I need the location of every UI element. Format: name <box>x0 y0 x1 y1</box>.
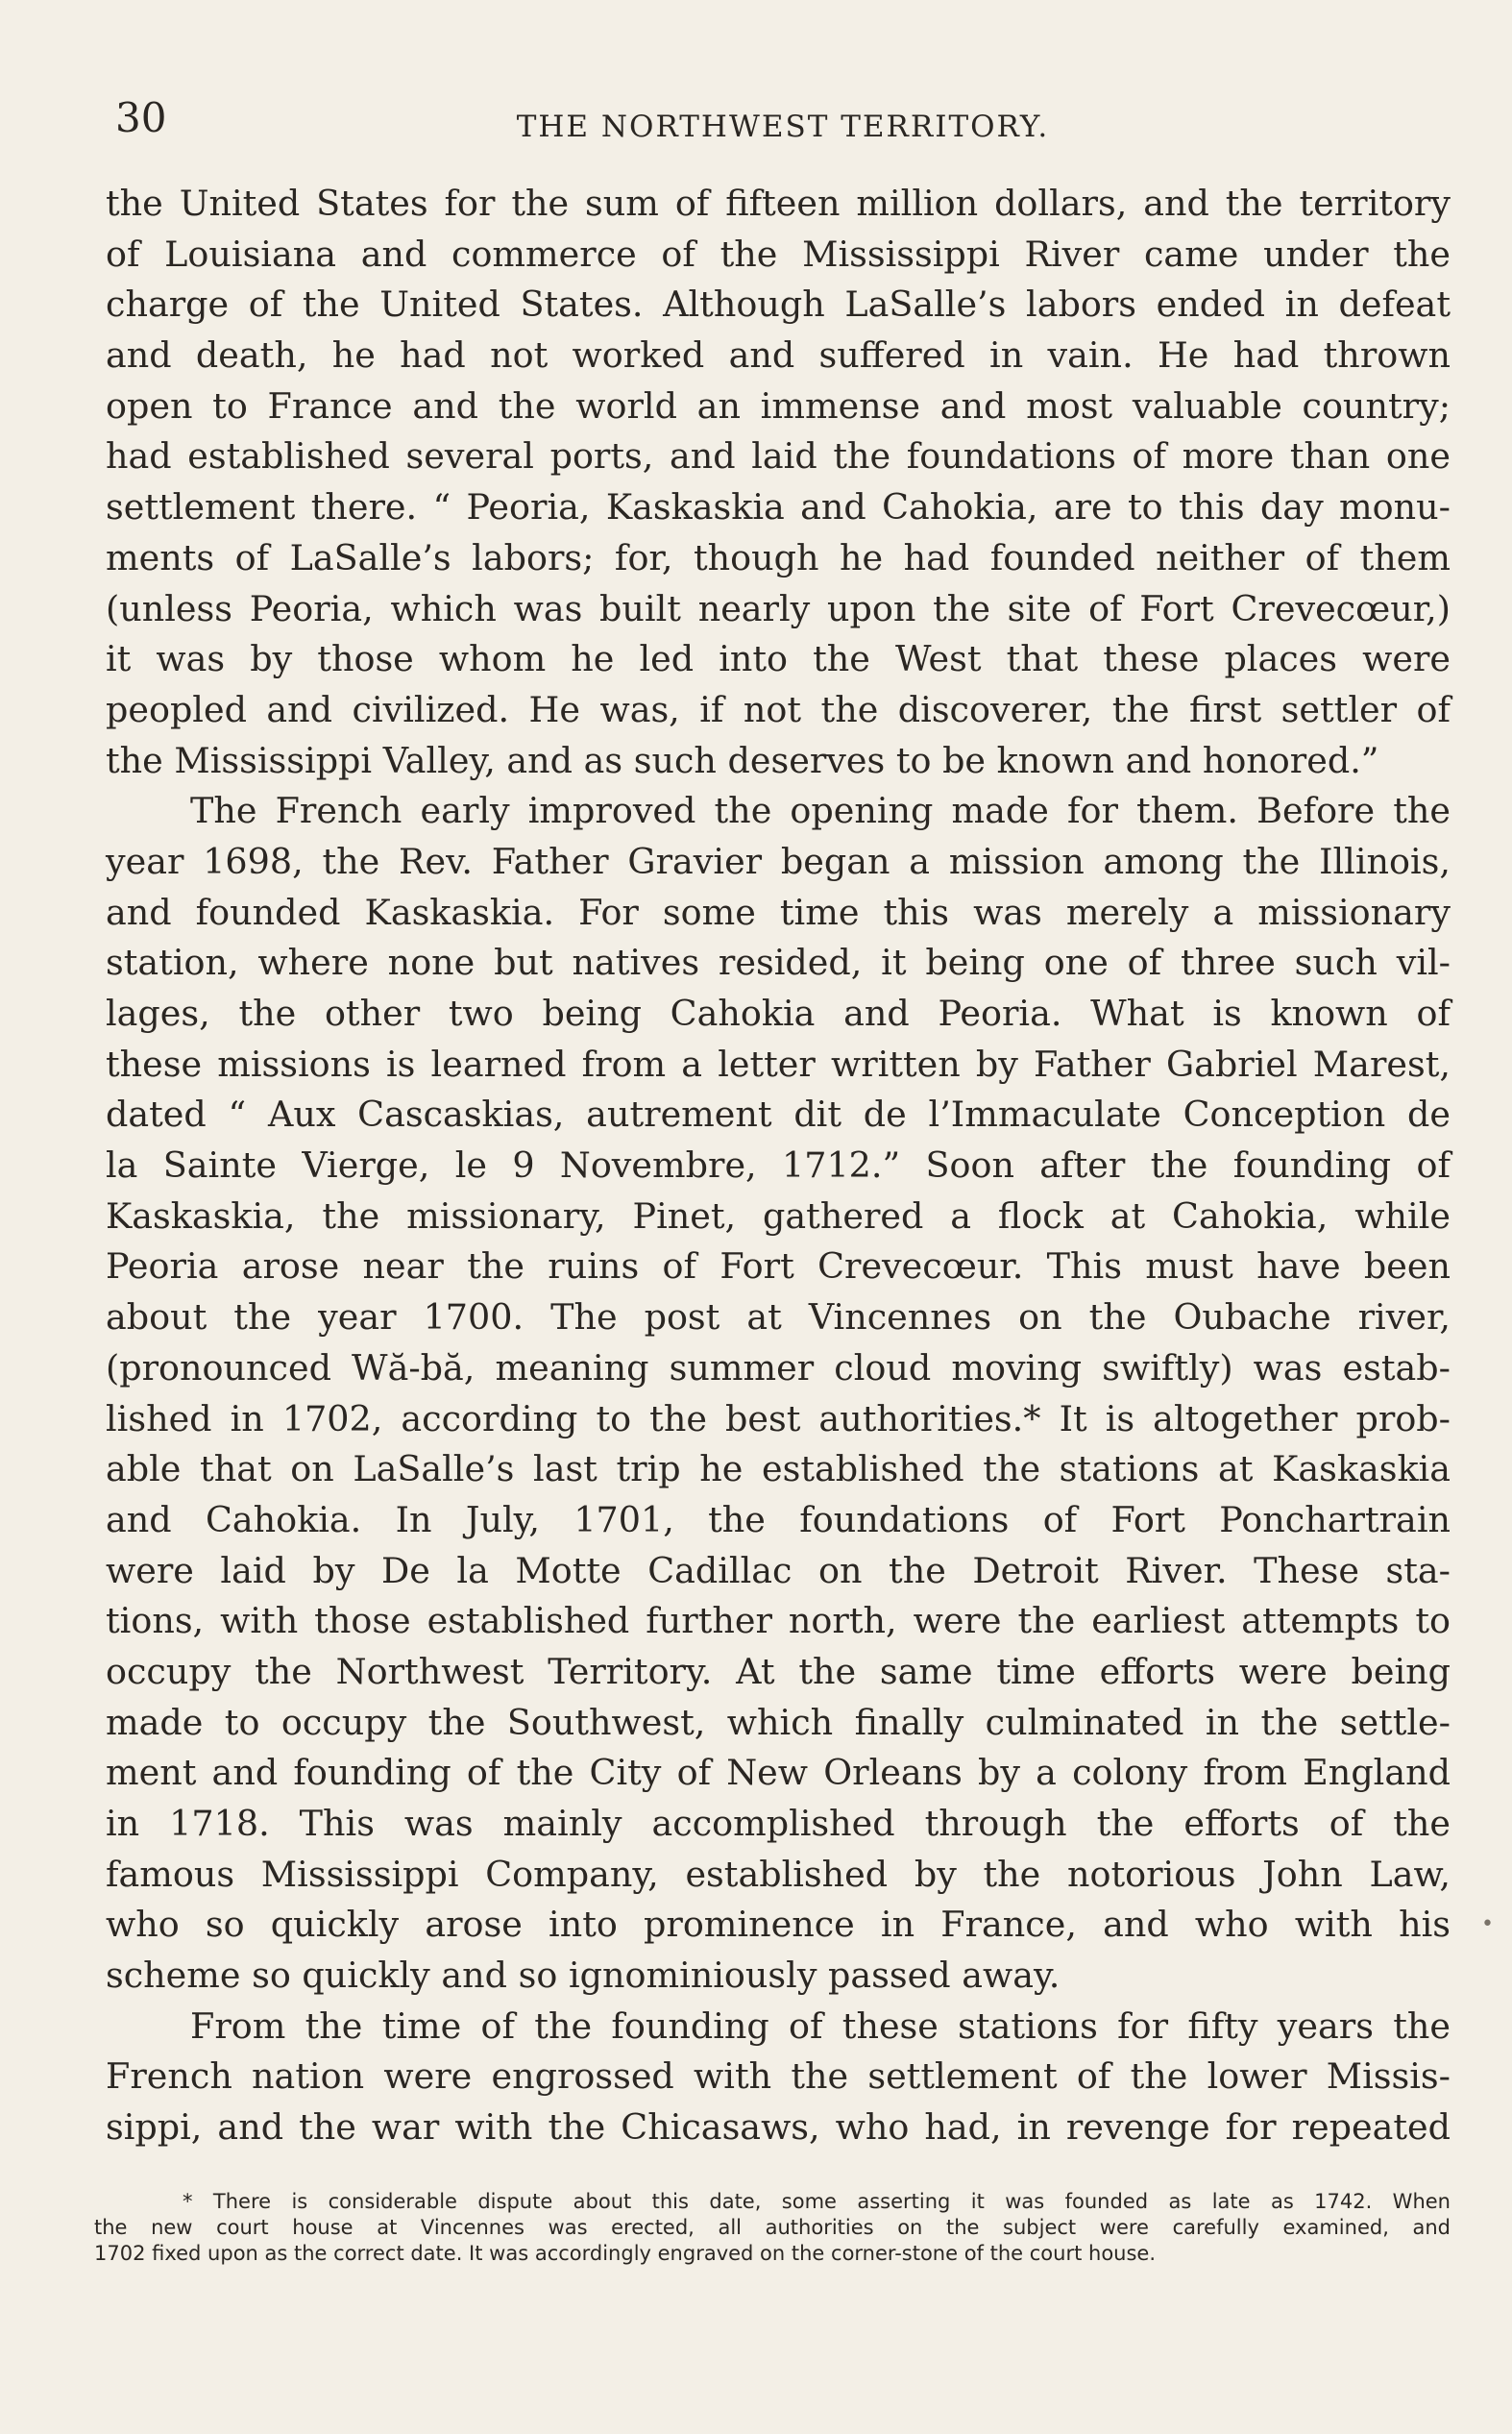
text-line: who so quickly arose into prominence in France, and who with his <box>106 1904 1451 1946</box>
paragraph-start-line: The French early improved the opening made for them. Before the <box>190 790 1451 832</box>
text-line: about the year 1700. The post at Vincennes on the Oubache river, <box>106 1296 1451 1339</box>
footnote-line: the new court house at Vincennes was erected, all authorities on the subject were carefully examined, and <box>94 2216 1451 2239</box>
text-line: lished in 1702, according to the best authorities.* It is altogether prob- <box>106 1397 1451 1439</box>
text-line: the Mississippi Valley, and as such deserves to be known and honored.” <box>106 739 1379 781</box>
text-line: peopled and civilized. He was, if not the discoverer, the first settler of <box>106 688 1451 730</box>
text-line: famous Mississippi Company, established by the notorious John Law, <box>106 1853 1451 1895</box>
footnote <box>94 2189 1451 2267</box>
text-line: open to France and the world an immense and most valuable country; <box>106 384 1451 427</box>
text-line: and founded Kaskaskia. For some time this was merely a missionary <box>106 891 1451 933</box>
text-line: Peoria arose near the ruins of Fort Crevecœur. This must have been <box>106 1245 1451 1288</box>
text-line: scheme so quickly and so ignominiously passed away. <box>106 1955 1061 1997</box>
text-line: Kaskaskia, the missionary, Pinet, gathered a flock at Cahokia, while <box>106 1194 1451 1237</box>
text-line: of Louisiana and commerce of the Mississippi River came under the <box>106 233 1451 275</box>
text-line: were laid by De la Motte Cadillac on the Detroit River. These sta- <box>106 1549 1451 1591</box>
text-line: and Cahokia. In July, 1701, the foundations of Fort Ponchartrain <box>106 1498 1451 1540</box>
text-line: lages, the other two being Cahokia and Peoria. What is known of <box>106 993 1451 1034</box>
text-line: in 1718. This was mainly accomplished through the efforts of the <box>106 1803 1451 1844</box>
text-line: (unless Peoria, which was built nearly upon the site of Fort Crevecœur,) <box>106 587 1451 629</box>
text-line: (pronounced Wă-bă, meaning summer cloud moving swiftly) was estab- <box>106 1346 1451 1389</box>
text-line: made to occupy the Southwest, which finally culminated in the settle- <box>106 1701 1451 1743</box>
text-line: able that on LaSalle’s last trip he established the stations at Kaskaskia <box>106 1448 1451 1490</box>
text-line: had established several ports, and laid the foundations of more than one <box>106 435 1451 478</box>
text-line: settlement there. “ Peoria, Kaskaskia and Cahokia, are to this day monu- <box>106 486 1451 529</box>
running-head: THE NORTHWEST TERRITORY. <box>516 110 1050 144</box>
text-line: it was by those whom he led into the West that these places were <box>106 638 1451 680</box>
text-line: dated “ Aux Cascaskias, autrement dit de l’Immaculate Conception de <box>106 1094 1451 1136</box>
text-line: the United States for the sum of fifteen million dollars, and the territory <box>106 183 1451 224</box>
text-line: sippi, and the war with the Chicasaws, who had, in revenge for repeated <box>106 2106 1451 2149</box>
footnote-line: * There is considerable dispute about this date, some asserting it was founded as late as 1742. When <box>183 2190 1451 2213</box>
page-number: 30 <box>115 94 167 141</box>
margin-speck: • <box>1481 1912 1494 1936</box>
text-line: tions, with those established further north, were the earliest attempts to <box>106 1600 1451 1642</box>
footnote-line: 1702 fixed upon as the correct date. It was accordingly engraved on the corner-stone of the court house. <box>94 2242 1157 2265</box>
text-line: ments of LaSalle’s labors; for, though he had founded neither of them <box>106 536 1451 578</box>
text-line: station, where none but natives resided, it being one of three such vil- <box>106 942 1451 984</box>
text-line: French nation were engrossed with the settlement of the lower Missis- <box>106 2055 1451 2098</box>
page-header <box>115 94 1451 156</box>
text-line: charge of the United States. Although LaSalle’s labors ended in defeat <box>106 283 1451 326</box>
text-line: and death, he had not worked and suffered in vain. He had thrown <box>106 334 1451 377</box>
paragraph-start-line: From the time of the founding of these stations for fifty years the <box>190 2004 1451 2047</box>
body-text <box>106 179 1451 2153</box>
text-line: year 1698, the Rev. Father Gravier began a mission among the Illinois, <box>106 840 1451 882</box>
text-line: la Sainte Vierge, le 9 Novembre, 1712.” Soon after the founding of <box>106 1144 1451 1187</box>
text-line: these missions is learned from a letter written by Father Gabriel Marest, <box>106 1043 1451 1085</box>
text-line: occupy the Northwest Territory. At the same time efforts were being <box>106 1650 1451 1692</box>
text-line: ment and founding of the City of New Orleans by a colony from England <box>106 1752 1451 1794</box>
